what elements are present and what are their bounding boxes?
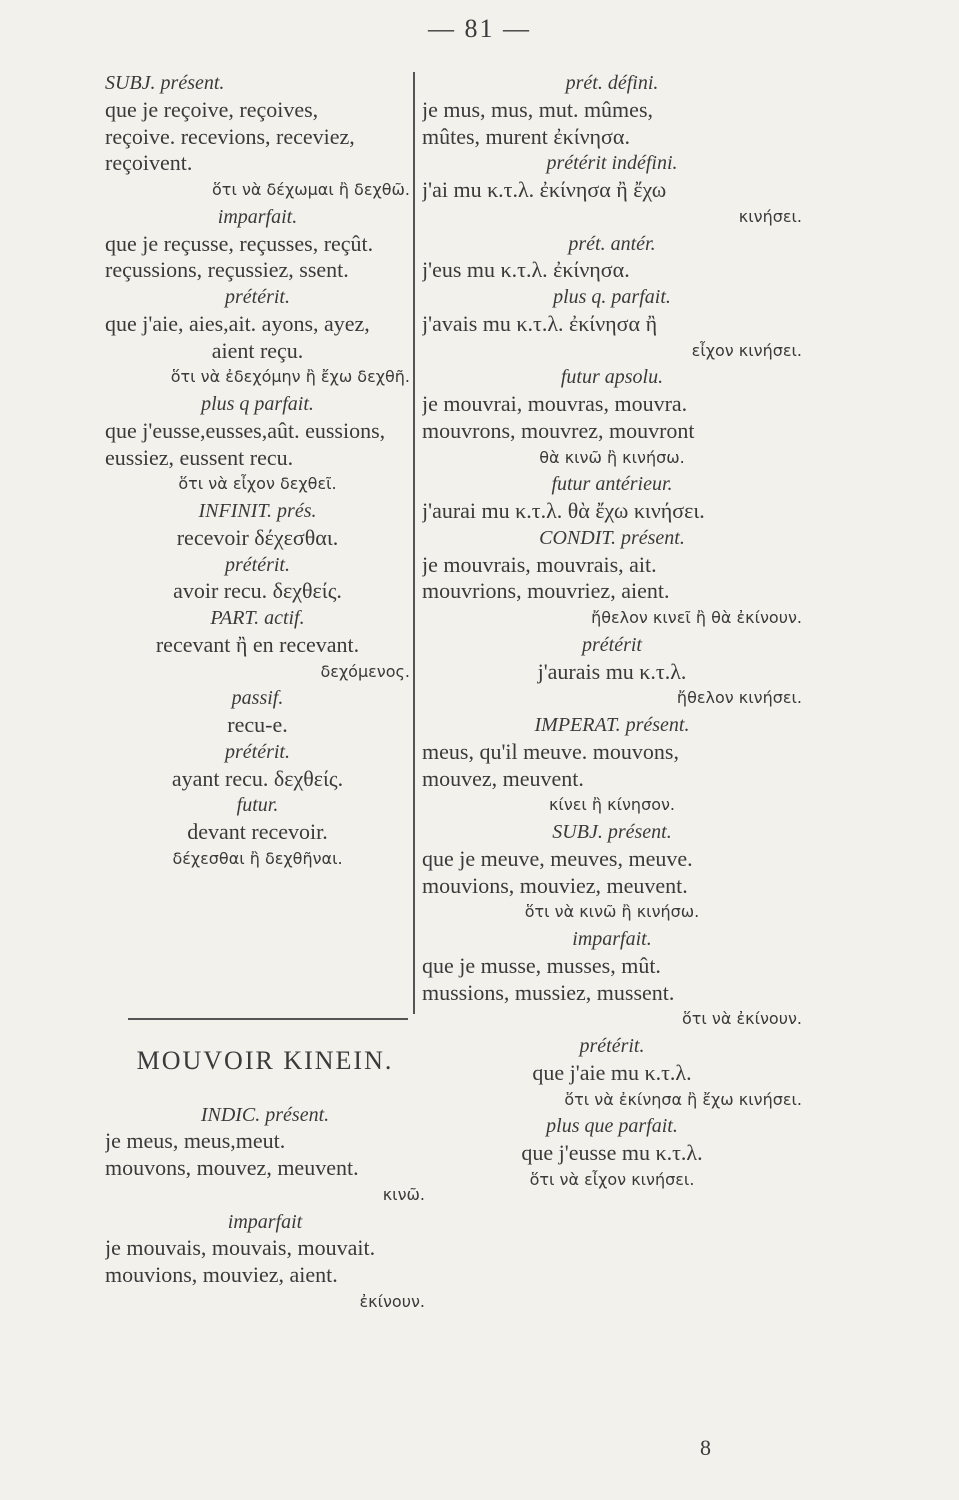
text-line: j'eus mu κ.τ.λ. ἐκίνησα. <box>422 257 630 283</box>
text-line: ὅτι νὰ εἶχον δεχθεῖ. <box>178 474 337 494</box>
text-line: mussions, mussiez, mussent. <box>422 979 675 1005</box>
text-line: INDIC. présent. <box>200 1103 330 1126</box>
text-line: imparfait. <box>572 928 652 950</box>
text-line: prétérit. <box>225 740 290 763</box>
text-line: je mouvais, mouvais, mouvait. <box>105 1235 376 1261</box>
text-line: ἐκίνουν. <box>359 1291 425 1311</box>
text-line: j'ai mu κ.τ.λ. ἐκίνησα ἢ ἔχω <box>422 177 667 202</box>
text-line: plus que parfait. <box>546 1115 678 1138</box>
text-line: mûtes, murent ἐκίνησα. <box>422 123 630 149</box>
text-line: que je reçoive, reçoives, <box>105 96 319 122</box>
text-line: reçoivent. <box>105 150 193 176</box>
text-line: prét. antér. <box>568 232 656 255</box>
section-rule <box>128 1018 408 1020</box>
text-line: que j'eusse,eusses,aût. eussions, <box>105 417 386 443</box>
text-line: recevant ἢ en recevant. <box>155 631 360 657</box>
text-line: que j'aie, aies,ait. ayons, ayez, <box>105 310 370 336</box>
text-line: κίνει ἢ κίνησον. <box>548 795 676 815</box>
text-line: ὅτι νὰ εἶχον κινήσει. <box>529 1169 695 1189</box>
text-line: passif. <box>231 687 284 710</box>
text-line: que j'aie mu κ.τ.λ. <box>532 1059 692 1085</box>
left-column-section2 <box>105 1048 425 1316</box>
right-column <box>422 70 802 1194</box>
text-line: reçoive. recevions, receviez, <box>105 123 355 149</box>
text-line: prétérit. <box>225 553 290 576</box>
text-line: IMPERAT. présent. <box>534 714 690 736</box>
text-line: recevoir δέχεσθαι. <box>176 524 339 550</box>
text-line: futur. <box>236 794 279 817</box>
text-line: recu-e. <box>227 712 288 737</box>
text-line: ayant recu. δεχθείς. <box>171 765 344 791</box>
text-line: que je reçusse, reçusses, reçût. <box>105 230 374 256</box>
text-line: ὅτι νὰ ἐδεχόμην ἢ ἔχω δεχθῆ. <box>170 367 410 387</box>
text-line: prétérit. <box>579 1035 645 1057</box>
text-line: prétérit indéfini. <box>546 152 678 175</box>
text-line: je mus, mus, mut. mûmes, <box>422 96 653 122</box>
column-divider <box>413 72 415 1014</box>
text-line: je mouvrai, mouvras, mouvra. <box>422 391 688 416</box>
text-line: que je musse, musses, mût. <box>422 952 661 978</box>
text-line: ἤθελον κινήσει. <box>676 688 802 708</box>
text-line: imparfait. <box>217 205 298 228</box>
text-line: ὅτι νὰ ἐκίνουν. <box>682 1009 802 1029</box>
text-line: futur antérieur. <box>551 473 673 496</box>
text-line: mouvrons, mouvrez, mouvront <box>422 417 695 443</box>
text-line: SUBJ. présent. <box>552 821 672 843</box>
text-line: que je meuve, meuves, meuve. <box>422 845 693 871</box>
text-line: εἶχον κινήσει. <box>691 340 802 360</box>
text-line: plus q. parfait. <box>553 286 671 308</box>
page-number: — 81 — <box>428 14 531 43</box>
text-line: ἤθελον κινεῖ ἢ θὰ ἐκίνουν. <box>591 608 802 627</box>
text-line: je meus, meus,meut. <box>105 1128 286 1154</box>
text-line: mouvez, meuvent. <box>422 765 584 791</box>
text-line: MOUVOIR KINEIN. <box>136 1048 394 1075</box>
text-line: θὰ κινῶ ἢ κινήσω. <box>539 447 685 467</box>
text-line: devant recevoir. <box>187 819 328 844</box>
text-line: mouvrions, mouvriez, aient. <box>422 578 670 604</box>
text-line <box>105 1075 425 1102</box>
text-line: κινῶ. <box>382 1184 425 1204</box>
text-line: plus q parfait. <box>201 393 314 415</box>
text-line: meus, qu'il meuve. mouvons, <box>422 738 679 764</box>
text-line: CONDIT. présent. <box>539 526 685 549</box>
text-line: j'aurai mu κ.τ.λ. θὰ ἔχω κινήσει. <box>422 498 705 523</box>
text-line: mouvons, mouvez, meuvent. <box>105 1155 359 1180</box>
text-line: aient reçu. <box>211 337 304 363</box>
text-line: prétérit. <box>225 286 290 308</box>
text-line: prétérit <box>582 633 642 656</box>
text-line: reçussions, reçussiez, ssent. <box>105 257 349 283</box>
text-line: ὅτι νὰ ἐκίνησα ἢ ἔχω κινήσει. <box>564 1089 802 1109</box>
text-line: ὅτι νὰ κινῶ ἢ κινήσω. <box>524 902 700 922</box>
text-line: κινήσει. <box>738 206 802 226</box>
text-line: ὅτι νὰ δέχωμαι ἢ δεχθῶ. <box>212 180 410 199</box>
text-line: je mouvrais, mouvrais, ait. <box>422 551 657 577</box>
text-line: j'aurais mu κ.τ.λ. <box>537 658 687 684</box>
left-column <box>105 70 410 873</box>
text-line: futur apsolu. <box>560 366 664 389</box>
text-line: PART. actif. <box>210 607 305 629</box>
text-line: eussiez, eussent recu. <box>105 444 294 470</box>
text-line: prét. défini. <box>565 72 659 94</box>
signature-mark: 8 <box>700 1435 711 1460</box>
text-line: SUBJ. présent. <box>105 72 225 94</box>
text-line: mouvions, mouviez, aient. <box>105 1262 338 1287</box>
text-line: INFINIT. prés. <box>198 500 317 522</box>
text-line: que j'eusse mu κ.τ.λ. <box>521 1140 703 1165</box>
text-line: j'avais mu κ.τ.λ. ἐκίνησα ἢ <box>422 310 658 336</box>
text-line: avoir recu. δεχθείς. <box>173 578 342 604</box>
text-line: δεχόμενος. <box>320 661 410 681</box>
text-line: mouvions, mouviez, meuvent. <box>422 872 688 898</box>
text-line: δέχεσθαι ἢ δεχθῆναι. <box>172 848 343 868</box>
text-line: imparfait <box>227 1210 303 1233</box>
